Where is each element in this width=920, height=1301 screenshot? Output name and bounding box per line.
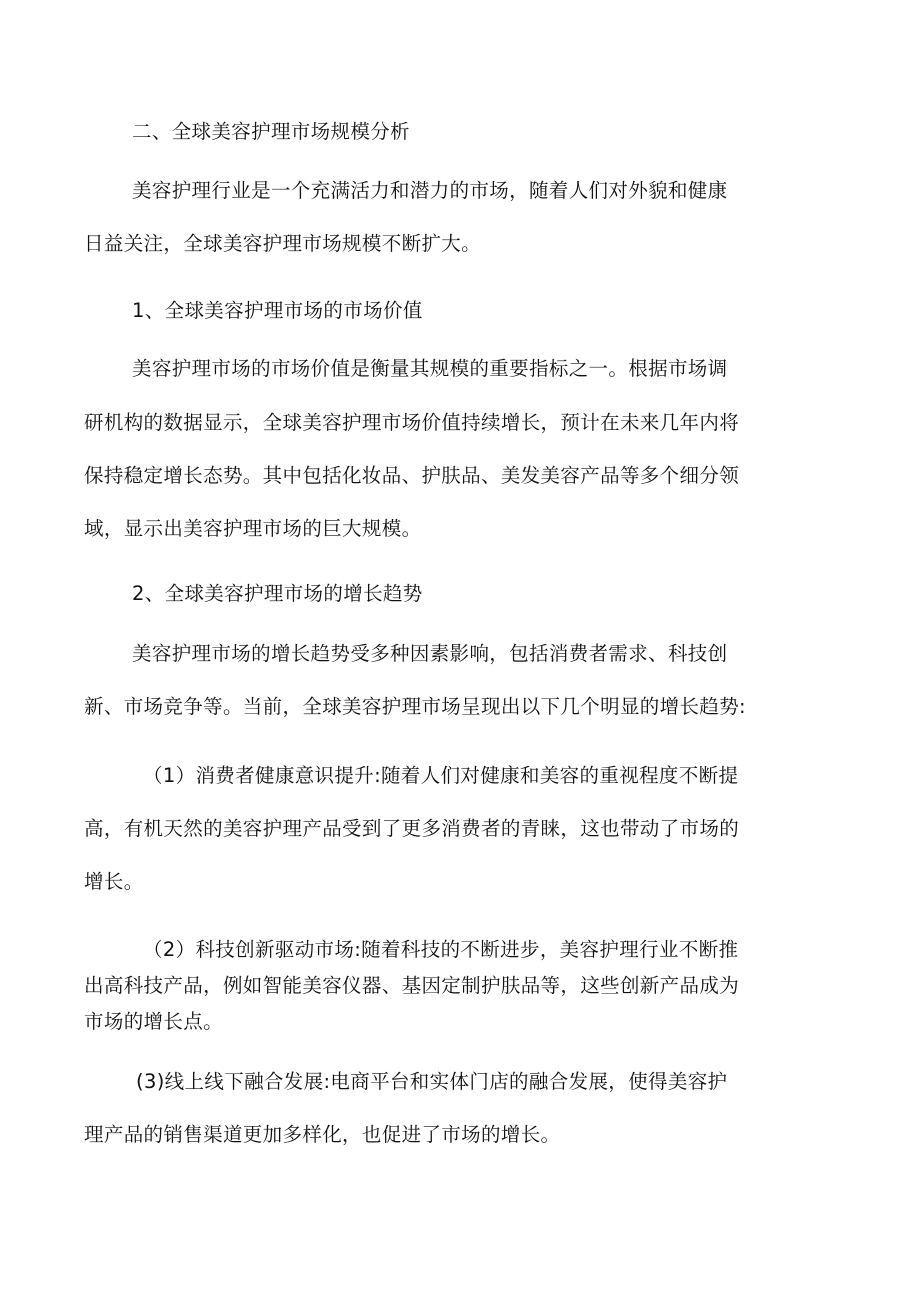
section-heading: 二、全球美容护理市场规模分析 [132,120,410,143]
market-value-paragraph-line: 域，显示出美容护理市场的巨大规模。 [84,517,422,540]
trend-item-1-line: 增长。 [84,870,144,893]
growth-trend-paragraph-line: 美容护理市场的增长趋势受多种因素影响，包括消费者需求、科技创 [132,642,728,665]
trend-item-3-line: 理产品的销售渠道更加多样化，也促进了市场的增长。 [84,1123,561,1146]
subsection-heading-market-value: 1、全球美容护理市场的市场价值 [132,299,423,322]
subsection-heading-growth-trend: 2、全球美容护理市场的增长趋势 [132,582,423,605]
trend-item-2-line: 市场的增长点。 [84,1010,223,1033]
growth-trend-paragraph-line: 新、市场竞争等。当前，全球美容护理市场呈现出以下几个明显的增长趋势: [84,695,746,718]
intro-paragraph-line: 美容护理行业是一个充满活力和潜力的市场，随着人们对外貌和健康 [132,179,728,202]
market-value-paragraph-line: 保持稳定增长态势。其中包括化妆品、护肤品、美发美容产品等多个细分领 [84,464,740,487]
intro-paragraph-line: 日益关注，全球美容护理市场规模不断扩大。 [84,232,482,255]
trend-item-3-line: (3)线上线下融合发展:电商平台和实体门店的融合发展，使得美容护 [136,1070,728,1093]
trend-item-2-line: 出高科技产品，例如智能美容仪器、基因定制护肤品等，这些创新产品成为 [84,974,740,997]
trend-item-2-line: （2）科技创新驱动市场:随着科技的不断进步，美容护理行业不断推 [143,938,739,961]
trend-item-1-line: （1）消费者健康意识提升:随着人们对健康和美容的重视程度不断提 [143,764,739,787]
market-value-paragraph-line: 美容护理市场的市场价值是衡量其规模的重要指标之一。根据市场调 [132,357,728,380]
trend-item-1-line: 高，有机天然的美容护理产品受到了更多消费者的青睐，这也带动了市场的 [84,817,740,840]
market-value-paragraph-line: 研机构的数据显示，全球美容护理市场价值持续增长，预计在未来几年内将 [84,411,740,434]
